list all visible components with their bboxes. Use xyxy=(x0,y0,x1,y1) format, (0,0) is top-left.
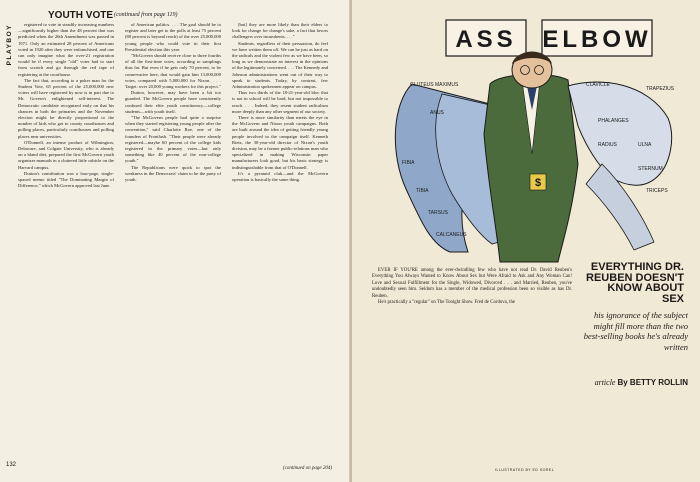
paragraph: Students, regardless of their persuasion, do feel we have written them off. We can be just as hard on the radicals and the violent few as we have been, so long as we demonstrate an interest in the opinions of the legitimately concerned. . . . The Kennedy and Johnson administrations went out of their way to speak to students. Today, by contrast, few Administration spokesmen appear on campus. xyxy=(232,40,328,90)
illustration-svg xyxy=(372,14,682,264)
paragraph: [but] they are more likely than their elders to look for change for change's sake, a fact that favors challengers over incumbents. . . ." xyxy=(232,22,328,40)
text-column-3 xyxy=(232,22,328,470)
paragraph: The Republicans were quick to spot the weakness in the Democrats' claim to be the party of youth. xyxy=(125,164,221,183)
bone-label: TRAPEZIUS xyxy=(646,86,675,92)
text-column-1 xyxy=(18,22,114,470)
paragraph: The fact that, according to a poker man for the Student Vote, 65 percent of the 25,000,000 new voters will have registered by now is in part due to Mr. Govern's enlightened self-interest. The Democratic candidate recognized early on that his chances in both the primaries and the November election might be directly proportional to the number of kids who got to county courthouses and polling places, particularly courthouses and polling places near universities. xyxy=(18,77,114,139)
page-number: 132 xyxy=(6,462,17,468)
byline xyxy=(578,378,688,387)
paragraph: It's a pyramid club—and the McGovern operation is basically the same thing. xyxy=(232,170,328,183)
article-intro xyxy=(372,268,572,306)
article-title: EVERYTHING DR. REUBEN DOESN'T KNOW ABOUT SEX xyxy=(586,261,684,305)
paragraph: of American politics. . . . The goal should be to register and later get to the polls at least 75 percent (80 percent is beyond reach) of the over 25,000,000 young people who could vote in their first Presidential election this year. xyxy=(125,22,221,52)
bone-label: ANUS xyxy=(430,110,444,116)
paragraph: registered to vote in steadily increasing numbers—significantly higher than the 48 percent that was predicted when the 26th Amendment was passed in 1971. Only an estimated 28 percent of Americans voted in 1920 after they were enfranchised, and one can only imagine what the over-21 registration would be if every single "old" voter had to start from scratch and go through the red tape of registering at the courthouse. xyxy=(18,22,114,77)
paragraph: O'Donnell, an intense product of Wilmington, Delaware, and Colgate University, who is already on a bland diet, prepared the first McGovern youth organizer manuals in a cluttered little cubicle on the Harvard campus. xyxy=(18,139,114,170)
article-dek: his ignorance of the subject might fill more than the two best-selling books he's already written xyxy=(583,310,688,352)
byline-prefix: article xyxy=(594,378,616,387)
paragraph: "McGovern should receive close to three fourths of all the first-time votes, according to samplings thus far. But even if he gets only 70 percent, to be conservative here, that would gain him 13,000,000 votes, compared with 5,000,000 for Nixon. . . . Target: over 20,000 young workers for this project." xyxy=(125,53,221,90)
dollar-icon: $ xyxy=(534,177,542,189)
bone-label: ULNA xyxy=(638,142,652,148)
bone-label: RADIUS xyxy=(598,142,617,148)
continued-from: (continued from page 119) xyxy=(114,12,178,18)
author-name: By BETTY ROLLIN xyxy=(617,378,688,387)
paragraph: There is more similarity than meets the eye in the McGovern and Nixon youth campaigns. Both are built around the idea of getting friendly young people involved in the campaign itself. Kenneth Rietz, the 30-year-old director of Nixon's youth division, may be a former public-relations man who specialized in making Wisconsin paper manufacturers look good, but his basic strategy is indistinguishable from that of O'Donnell. xyxy=(232,115,328,170)
bone-label: TARSUS xyxy=(428,210,448,216)
bone-label: STERNUM xyxy=(638,166,663,172)
bone-label: TRICEPS xyxy=(646,188,668,194)
magazine-side-label: PLAYBOY xyxy=(6,24,13,66)
ass-word: ASS xyxy=(455,26,517,53)
bone-label: CLAVICLE xyxy=(586,82,610,88)
anatomy-illustration xyxy=(372,14,682,264)
paragraph: EVER IF YOU'RE among the ever-dwindling few who have not read Dr. David Reuben's Everything You Always Wanted to Know About Sex but Were Afraid to Ask and Any Woman Can! Love and Sexual Fulfillment for the Single, Widowed, Divorced . . . and Married, Reuben, you've undoubtedly seen him. Seldom has a member of the medical profession been so visible as has Dr. Reuben. xyxy=(372,268,572,299)
text-column-2 xyxy=(125,22,221,470)
bone-label: TIBIA xyxy=(416,188,429,194)
paragraph: Dutton's contribution was a four-page, single-spaced memo titled "The Dominating Margin of Difference," which McGovern approved last June. xyxy=(18,170,114,189)
continued-to: (continued on page 204) xyxy=(282,466,332,471)
bone-label: GLUTEUS MAXIMUS xyxy=(410,82,459,88)
bone-label: CALCANEUS xyxy=(436,232,467,238)
paragraph: Dutton, however, may have been a bit too guarded. The McGovern people have consistently confused their elite youth constituency—college students—with youth itself. xyxy=(125,90,221,114)
illustration-credit: ILLUSTRATED BY ED SOREL xyxy=(495,468,555,472)
article-headline: YOUTH VOTE xyxy=(48,10,114,21)
bone-label: PHALANGES xyxy=(598,118,629,124)
paragraph: Thus two thirds of the 18-21-year-old bloc that is not in school will be hard, but not impossible to reach. . . . Indeed, they resent student radicalism more deeply than any other segment of our society. xyxy=(232,90,328,114)
paragraph: He's practically a "regular" on The Tonight Show. Fred de Cordova, the xyxy=(378,300,516,306)
bone-label: FIBIA xyxy=(402,160,415,166)
paragraph: "The McGovern people had quite a surprise when they started registering young people after the convention," said Charlotte Roe, one of the founders of Frontlash. "Their people were already registered—maybe 60 percent of the college kids registered in the primary votes—but only something like 40 percent of the non-college youth." xyxy=(125,115,221,164)
elbow-word: ELBOW xyxy=(542,26,652,53)
